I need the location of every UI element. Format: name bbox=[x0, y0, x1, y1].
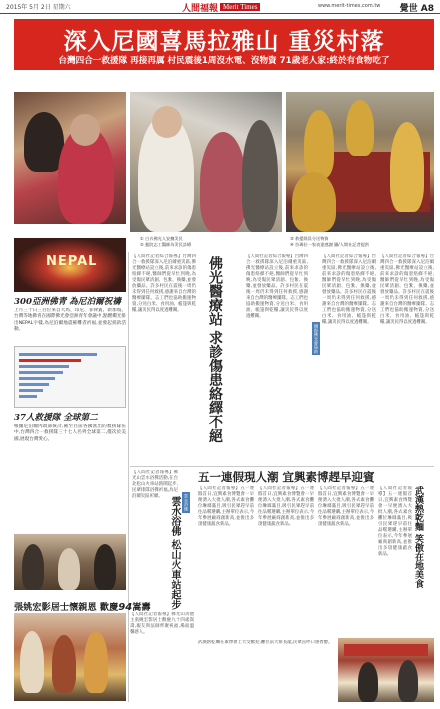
photo-volunteer-hug bbox=[130, 92, 282, 232]
expo-story-col-3: 【人間社記者報導】五一連假首日,宜興素食博覽會一早便湧入大批人潮,各式素食攤位琳瑯滿目,吸引民眾趕早前往品嚐選購,主辦單位表示,今年參展廠商創新高,並推出多項健康蔬食新品。 bbox=[318, 486, 374, 527]
lead-banner bbox=[14, 19, 434, 70]
logo-english: Merit Times bbox=[220, 3, 260, 11]
main-story-tag: 國際佛光會協助 bbox=[314, 324, 319, 354]
photo-caption bbox=[140, 236, 290, 248]
page-header bbox=[0, 0, 440, 14]
middle-story-headline: 雲水浴佛 松山火車站起步 bbox=[169, 496, 180, 610]
side-story-1-headline: 300亞洲佛青 為尼泊爾祝禱 bbox=[14, 297, 121, 307]
expo-story-col-1: 【人間社記者報導】五一連假首日,宜興素食博覽會一早便湧入大批人潮,各式素食攤位琳瑯滿目,吸引民眾趕早前往品嚐選購,主辦單位表示,今年參展廠商創新高,並推出多項健康蔬食新品。 bbox=[198, 486, 254, 527]
food-story-headline: 武漢熱乾麵 笑傲在地美食 bbox=[413, 486, 423, 589]
candle-word: NEPAL bbox=[46, 254, 98, 269]
newspaper-logo bbox=[182, 1, 260, 13]
side-story-2-headline: 37人救援隊 全球第二 bbox=[14, 413, 98, 423]
photo-candle-vigil bbox=[14, 238, 126, 292]
bottom-story-body: 【人間社記者報導】佛光山功德主張姚宏影居士歡慶九十四歲嵩壽,親友與法師齊聚祝福,場面溫馨感人。 bbox=[130, 612, 194, 635]
bottom-headline-b: 嵩壽 bbox=[132, 602, 151, 613]
photo-caption-right bbox=[290, 236, 436, 248]
middle-story-tag: 雲水浴佛 bbox=[184, 494, 189, 511]
side-story-2-body: 根據尼泊爾內政部統計,截至目前各國派出的救援隊伍中,台灣四合一救援隊三十七人名列全球第二,僅次於美國,展現台灣愛心。 bbox=[14, 424, 126, 442]
expo-story-headline: 五一連假現人潮 宜興素博趕早迎賓 bbox=[198, 470, 375, 484]
rescue-team-table-image bbox=[14, 346, 126, 408]
bottom-headline-number: 94 bbox=[118, 602, 133, 613]
website-address: www.merit-times.com.tw bbox=[318, 3, 381, 9]
logo-chinese: 人間福報 bbox=[182, 3, 219, 14]
photo-comforting-villagers bbox=[14, 92, 126, 224]
lead-deck: 台灣四合一救援隊 再接再厲 村民震後1周沒水電、沒物資 71歲老人家:終於有食物吃了 bbox=[58, 56, 390, 66]
main-story-headline: 佛光醫療站 求診傷患絡繹不絕 bbox=[207, 256, 223, 443]
photo-supply-truck bbox=[286, 92, 434, 232]
side-story-1-body: 上月三十日三百位來自大馬、印尼、菲律賓、新加坡、台灣等地佛青在國際佛光會亞洲青年會議中,點燃燭光排出NEPAL字樣,為尼泊爾地震罹難者祈福,並發起捐款活動。 bbox=[14, 308, 126, 332]
photo-bathing-buddha bbox=[14, 534, 126, 590]
expo-story-col-2: 【人間社記者報導】五一連假首日,宜興素食博覽會一早便湧入大批人潮,各式素食攤位琳瑯滿目,吸引民眾趕早前往品嚐選購,主辦單位表示,今年參展廠商創新高,並推出多項健康蔬食新品。 bbox=[258, 486, 314, 527]
caption-3: ③ 救援隊員分送物資 bbox=[290, 236, 329, 241]
bottom-headline-a: 張姚宏影居士懷親恩 歡慶 bbox=[14, 602, 119, 613]
photo-birthday-celebration bbox=[14, 613, 126, 701]
issue-date: 2015年 5月 2日 星期六 bbox=[6, 4, 71, 11]
main-story-col-1: 【人間社記者綜合報導】台灣四合一救援隊深入尼泊爾重災區,佛光醫療站設立後,前來求診的傷患絡繹不絕,醫師們從早忙到晚,為受傷民眾清創、包紮、換藥,並發放藥品。許多村民在震後一周仍未得到任何救援,感謝來自台灣的醫療團隊。志工們也協助搬運物資,分送白米、食用油、帳篷與乾糧,讓災民得以度過難關。 bbox=[132, 254, 196, 313]
expo-story-col-4: 【人間社記者報導】五一連假首日,宜興素食博覽會一早便湧入大批人潮,各式素食攤位琳瑯滿目,吸引民眾趕早前往品嚐選購,主辦單位表示,今年參展廠商創新高,並推出多項健康蔬食新品。 bbox=[378, 486, 412, 557]
caption-4: ④ 拉瑪拉一家表達感謝 圖/人間社記者提供 bbox=[290, 242, 370, 247]
main-story-col-3: 【人間社記者綜合報導】台灣四合一救援隊深入尼泊爾重災區,佛光醫療站設立後,前來求診的傷患絡繹不絕,醫師們從早忙到晚,為受傷民眾清創、包紮、換藥,並發放藥品。許多村民在震後一周仍未得到任何救援,感謝來自台灣的醫療團隊。志工們也協助搬運物資,分送白米、食用油、帳篷與乾糧,讓災民得以度過難關。 bbox=[322, 254, 376, 325]
main-story-col-4: 【人間社記者綜合報導】台灣四合一救援隊深入尼泊爾重災區,佛光醫療站設立後,前來求診的傷患絡繹不絕,醫師們從早忙到晚,為受傷民眾清創、包紮、換藥,並發放藥品。許多村民在震後一周仍未得到任何救援,感謝來自台灣的醫療團隊。志工們也協助搬運物資,分送白米、食用油、帳篷與乾糧,讓災民得以度過難關。 bbox=[380, 254, 434, 325]
main-story-col-2: 【人間社記者綜合報導】台灣四合一救援隊深入尼泊爾重災區,佛光醫療站設立後,前來求診的傷患絡繹不絕,醫師們從早忙到晚,為受傷民眾清創、包紮、換藥,並發放藥品。許多村民在震後一周仍未得到任何救援,感謝來自台灣的醫療團隊。志工們也協助搬運物資,分送白米、食用油、帳篷與乾糧,讓災民得以度過難關。 bbox=[246, 254, 308, 319]
lead-headline: 深入尼國喜馬拉雅山 重災村落 bbox=[63, 29, 385, 55]
caption-1: ① 白衣佛光人安撫災民 bbox=[140, 236, 183, 241]
caption-2: ② 慈院志工醫師為災民診療 bbox=[140, 242, 192, 247]
food-story-body: 武漢熱乾麵在素博會上大受歡迎,攤位前大排長龍,民眾直呼口感香醇。 bbox=[198, 640, 333, 645]
bottom-story-headline bbox=[14, 599, 151, 613]
section-label: 覺世 A8 bbox=[399, 4, 434, 14]
photo-expo-booth bbox=[338, 638, 434, 702]
middle-story-col-1: 【人間社記者報導】佛光山雲水浴佛活動,在台北松山火車站熱鬧起步,民眾排隊浴佛祈福,為尼泊爾災區祈願。 bbox=[132, 470, 178, 499]
